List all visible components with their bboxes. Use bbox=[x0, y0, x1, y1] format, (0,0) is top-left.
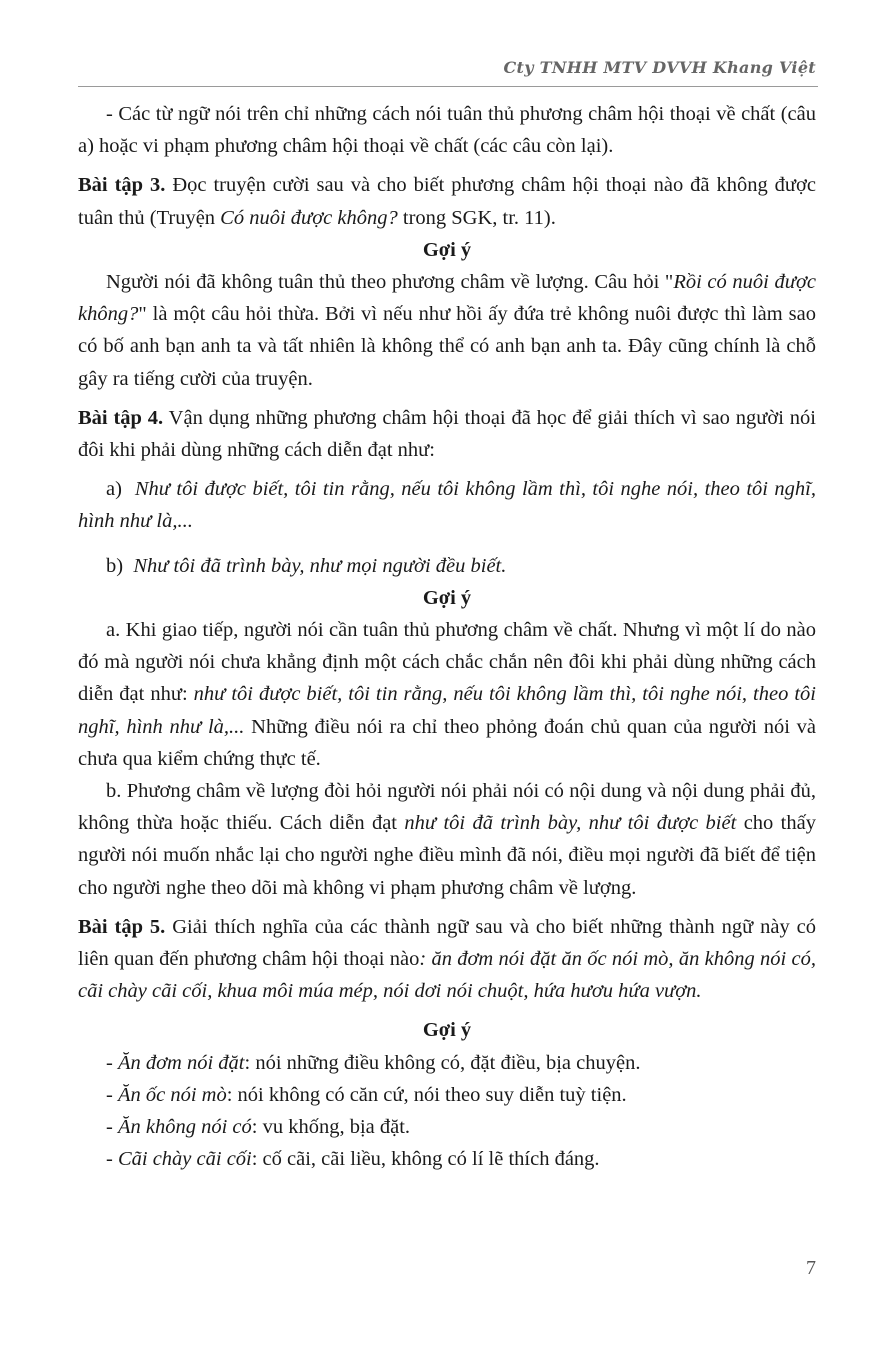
idiom-definition: : cố cãi, cãi liều, không có lí lẽ thích đáng. bbox=[251, 1148, 600, 1171]
hint-heading-5: Gợi ý bbox=[422, 1019, 472, 1042]
list-dash: - bbox=[106, 1083, 118, 1106]
idiom-item bbox=[78, 1047, 816, 1079]
idiom-term: Cãi chày cãi cối bbox=[117, 1148, 252, 1171]
idiom-definition: : nói những điều không có, đặt điều, bịa chuyện. bbox=[244, 1051, 641, 1074]
exercise-4-item-a bbox=[78, 473, 816, 537]
item-text: Như tôi được biết, tôi tin rằng, nếu tôi không lầm thì, tôi nghe nói, theo tôi nghĩ, hình như là,... bbox=[78, 478, 817, 533]
hint-heading-4: Gợi ý bbox=[422, 586, 472, 609]
answer-italic: như tôi đã trình bày, như tôi được biết bbox=[404, 812, 737, 835]
idiom-item bbox=[78, 1143, 816, 1175]
page-number: 7 bbox=[806, 1257, 816, 1279]
idiom-definition: : vu khống, bịa đặt. bbox=[251, 1116, 411, 1139]
idiom-list: : ăn đơm nói đặt ăn ốc nói mò, ăn không nói có, cãi chày cãi cối, khua môi múa mép, nói dơi nói chuột, hứa hươu hứa vượn. bbox=[78, 948, 816, 1003]
idiom-item bbox=[78, 1111, 816, 1143]
exercise-3-prompt bbox=[78, 169, 816, 233]
paragraph-text: - Các từ ngữ nói trên chỉ những cách nói tuân thủ phương châm hội thoại về chất (câu a) hoặc vi phạm phương châm hội thoại về chất (các câu còn lại). bbox=[78, 103, 816, 158]
exercise-4-answer-b bbox=[78, 775, 816, 904]
item-marker: a) bbox=[106, 478, 122, 501]
list-dash: - bbox=[106, 1116, 118, 1139]
idiom-term: Ăn ốc nói mò bbox=[117, 1083, 227, 1106]
page-content bbox=[78, 98, 816, 1176]
answer-text: Những điều nói ra chỉ theo phỏng đoán chủ quan của người nói và chưa qua kiểm chứng thực tế. bbox=[78, 715, 816, 770]
exercise-text: Đọc truyện cười sau và cho biết phương châm hội thoại nào đã không được tuân thủ (Truyện bbox=[78, 174, 816, 229]
item-text: Như tôi đã trình bày, như mọi người đều biết. bbox=[133, 554, 507, 577]
answer-text: a. Khi giao tiếp, người nói cần tuân thủ phương châm về chất. Nhưng vì một lí do nào đó mà người nói chưa khẳng định một cách chắc chắn nên đôi khi phải dùng những cách diễn đạt như: bbox=[78, 619, 816, 706]
answer-text: b. Phương châm về lượng đòi hỏi người nói phải nói có nội dung và nội dung phải đủ, không thừa hoặc thiếu. Cách diễn đạt bbox=[78, 780, 816, 835]
list-dash: - bbox=[106, 1051, 118, 1074]
exercise-label: Bài tập 3. bbox=[78, 174, 166, 197]
exercise-3-answer bbox=[78, 266, 816, 395]
item-marker: b) bbox=[106, 554, 124, 577]
idiom-term: Ăn không nói có bbox=[117, 1116, 252, 1139]
idiom-term: Ăn đơm nói đặt bbox=[117, 1051, 245, 1074]
list-dash: - bbox=[106, 1148, 118, 1171]
running-header: Cty TNHH MTV DVVH Khang Việt bbox=[503, 58, 816, 77]
hint-heading-3: Gợi ý bbox=[422, 238, 472, 261]
header-divider bbox=[78, 86, 818, 87]
idiom-definition: : nói không có căn cứ, nói theo suy diễn tuỳ tiện. bbox=[226, 1083, 627, 1106]
exercise-4-prompt bbox=[78, 402, 816, 466]
exercise-5-prompt bbox=[78, 911, 816, 1008]
quoted-question: Rồi có nuôi được không? bbox=[78, 271, 816, 326]
paragraph-conclusion bbox=[78, 98, 816, 162]
exercise-4-answer-a bbox=[78, 614, 816, 775]
answer-text: Người nói đã không tuân thủ theo phương châm về lượng. Câu hỏi " bbox=[106, 271, 674, 294]
answer-text: cho thấy người nói muốn nhắc lại cho người nghe điều mình đã nói, điều mọi người đã biết để tiện cho người nghe theo dõi mà không vi phạm phương châm về lượng. bbox=[78, 812, 816, 899]
story-title: Có nuôi được không? bbox=[220, 206, 398, 229]
exercise-label: Bài tập 5. bbox=[78, 915, 166, 938]
answer-text: " là một câu hỏi thừa. Bởi vì nếu như hồi ấy đứa trẻ không nuôi được thì làm sao có bố anh bạn anh ta và tất nhiên là không thể có anh bạn anh ta. Đây cũng chính là chỗ gây ra tiếng cười của truyện. bbox=[78, 303, 816, 390]
answer-italic: như tôi được biết, tôi tin rằng, nếu tôi không lầm thì, tôi nghe nói, theo tôi nghĩ, hình như là,... bbox=[78, 683, 816, 738]
exercise-label: Bài tập 4. bbox=[78, 406, 164, 429]
exercise-text: Giải thích nghĩa của các thành ngữ sau và cho biết những thành ngữ này có liên quan đến phương châm hội thoại nào bbox=[78, 915, 816, 971]
exercise-text: Vận dụng những phương châm hội thoại đã học để giải thích vì sao người nói đôi khi phải dùng những cách diễn đạt như: bbox=[78, 406, 816, 462]
idiom-item bbox=[78, 1079, 816, 1111]
exercise-text: trong SGK, tr. 11). bbox=[397, 206, 556, 229]
exercise-4-item-b bbox=[78, 550, 816, 582]
